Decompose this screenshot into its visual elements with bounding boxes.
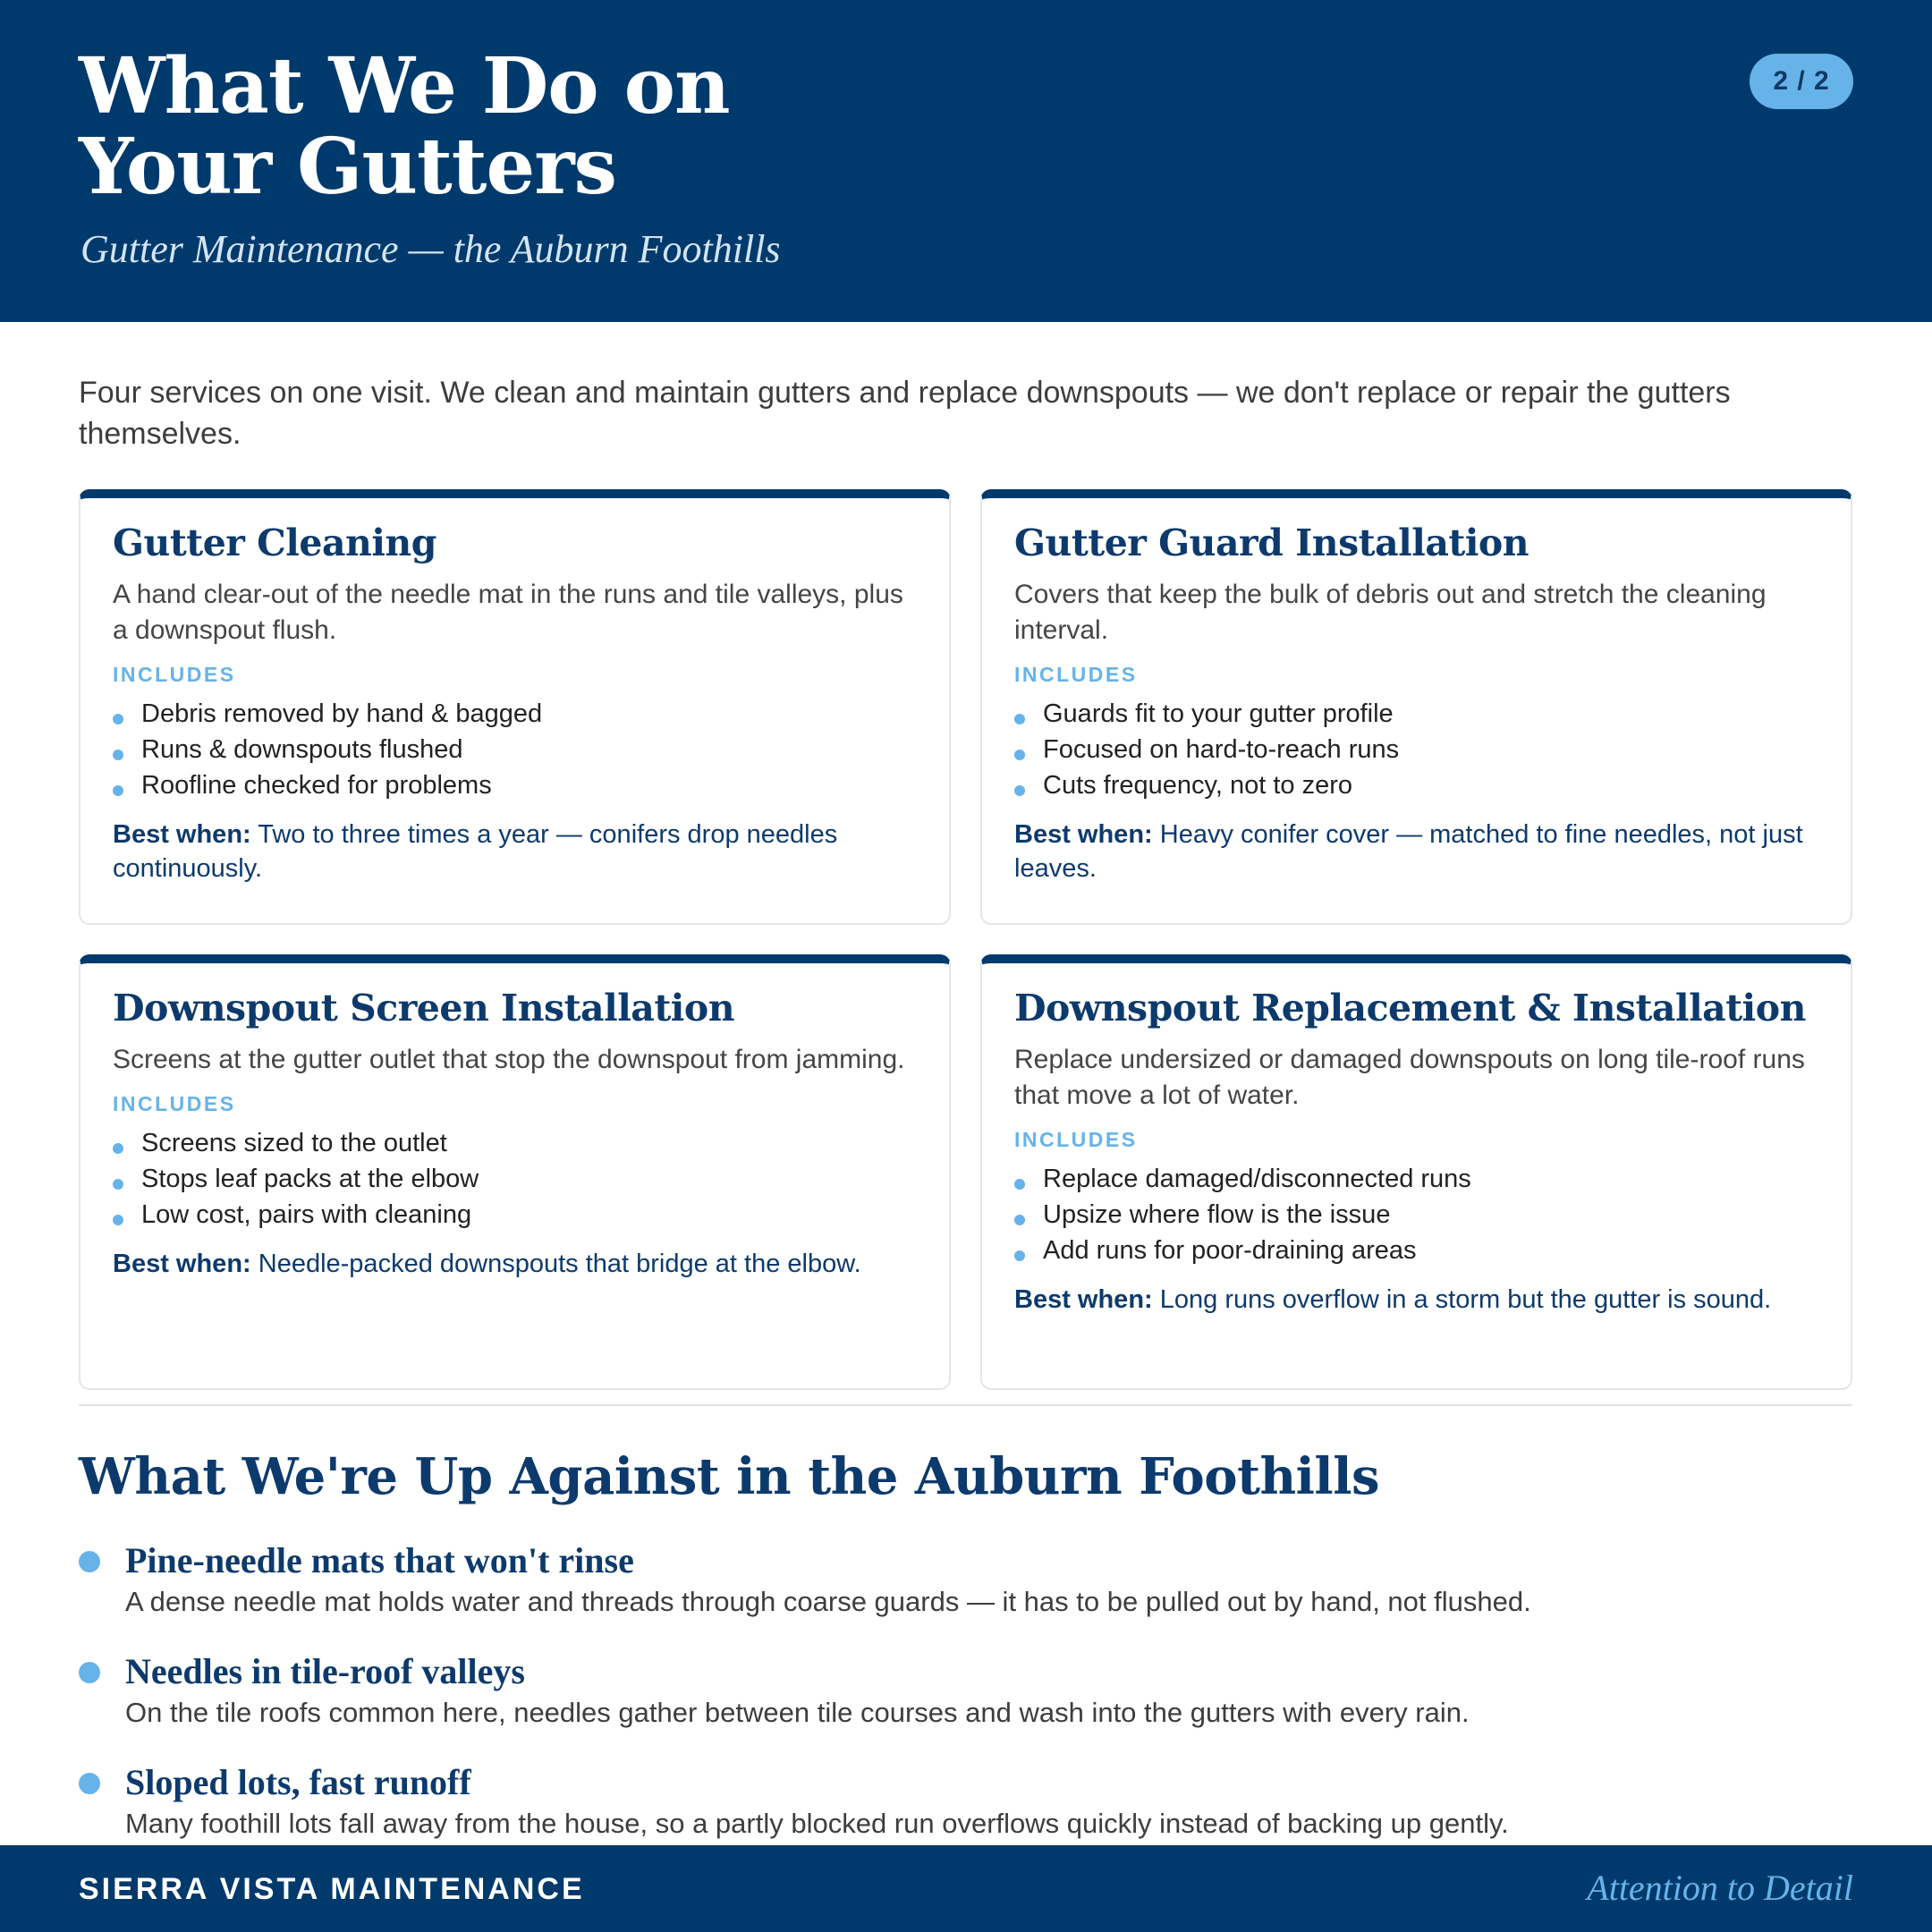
- service-card-title: Gutter Guard Installation: [1014, 521, 1530, 564]
- list-item-text: Focused on hard-to-reach runs: [1043, 735, 1400, 764]
- service-card-description: Replace undersized or damaged downspouts on long tile-roof runs that move a lot of water.: [1014, 1045, 1805, 1110]
- best-when-label: Best when:: [1014, 820, 1153, 849]
- service-card-description: A hand clear-out of the needle mat in the runs and tile valleys, plus a downspout flush.: [113, 580, 903, 645]
- bullet-icon: [1014, 1250, 1025, 1261]
- best-when-label: Best when:: [113, 820, 251, 849]
- page-title-line-2: Your Gutters: [79, 122, 616, 212]
- list-item-text: Upsize where flow is the issue: [1043, 1200, 1391, 1229]
- includes-label: INCLUDES: [1014, 1128, 1138, 1151]
- bullet-icon: [113, 1143, 123, 1154]
- bullet-icon: [113, 1215, 123, 1225]
- bullet-icon: [113, 785, 123, 796]
- best-when-text: Heavy conifer cover — matched to fine needles, not just leaves.: [1014, 820, 1803, 883]
- list-item: [1014, 767, 1818, 803]
- bullet-icon: [1014, 1179, 1025, 1190]
- list-item: [1014, 696, 1818, 732]
- bullet-icon: [1014, 1215, 1025, 1225]
- service-card-downspout-replacement: [980, 954, 1852, 1390]
- list-item-text: Screens sized to the outlet: [141, 1129, 447, 1157]
- bullet-icon: [1014, 714, 1025, 724]
- challenge-description: On the tile roofs common here, needles gather between tile courses and wash into the gutters with every rain.: [125, 1697, 1470, 1728]
- service-card-description: Covers that keep the bulk of debris out and stretch the cleaning interval.: [1014, 580, 1767, 645]
- includes-list: [1014, 1161, 1818, 1268]
- list-item-text: Cuts frequency, not to zero: [1043, 771, 1353, 800]
- list-item: [113, 1125, 917, 1161]
- list-item: [1014, 1233, 1818, 1268]
- best-when-text: Needle-packed downspouts that bridge at the elbow.: [258, 1250, 861, 1278]
- service-card-title: Downspout Replacement & Installation: [1014, 987, 1806, 1030]
- service-card-downspout-screen: [79, 954, 951, 1390]
- list-item-text: Replace damaged/disconnected runs: [1043, 1165, 1471, 1193]
- bullet-icon: [79, 1773, 100, 1794]
- section-divider: [79, 1404, 1852, 1406]
- includes-label: INCLUDES: [1014, 663, 1138, 686]
- includes-label: INCLUDES: [113, 663, 236, 686]
- best-when-note: [113, 818, 917, 886]
- list-item: [1014, 1161, 1818, 1197]
- service-card-gutter-cleaning: [79, 489, 951, 925]
- page-header: [0, 0, 1932, 322]
- list-item-text: Stops leaf packs at the elbow: [141, 1165, 479, 1193]
- service-card-title: Gutter Cleaning: [113, 521, 436, 564]
- bullet-icon: [113, 750, 123, 760]
- best-when-text: Long runs overflow in a storm but the gutter is sound.: [1159, 1285, 1772, 1314]
- bullet-icon: [113, 1179, 123, 1190]
- best-when-label: Best when:: [1014, 1285, 1153, 1314]
- best-when-note: [113, 1247, 917, 1281]
- intro-text: Four services on one visit. We clean and maintain gutters and replace downspouts — we don't replace or repair the gutters themselves.: [79, 376, 1731, 451]
- list-item: [1014, 732, 1818, 767]
- list-item-text: Add runs for poor-draining areas: [1043, 1236, 1417, 1265]
- list-item: [1014, 1197, 1818, 1233]
- bullet-icon: [79, 1551, 100, 1572]
- challenge-description: Many foothill lots fall away from the house, so a partly blocked run overflows quickly instead of backing up gently.: [125, 1808, 1509, 1839]
- list-item-text: Guards fit to your gutter profile: [1043, 699, 1394, 728]
- bullet-icon: [1014, 750, 1025, 760]
- page-subtitle: Gutter Maintenance — the Auburn Foothills: [80, 227, 781, 271]
- list-item-text: Low cost, pairs with cleaning: [141, 1200, 472, 1229]
- includes-label: INCLUDES: [113, 1092, 236, 1115]
- includes-list: [113, 1125, 917, 1233]
- list-item: [113, 767, 917, 803]
- page-title: [79, 41, 1241, 212]
- list-item: [113, 696, 917, 732]
- challenge-title: Needles in tile-roof valleys: [125, 1651, 525, 1691]
- challenges-section-title: What We're Up Against in the Auburn Foothills: [79, 1447, 1380, 1506]
- list-item: [113, 1161, 917, 1197]
- best-when-label: Best when:: [113, 1250, 251, 1278]
- challenge-description: A dense needle mat holds water and threads through coarse guards — it has to be pulled out by hand, not flushed.: [125, 1586, 1531, 1617]
- best-when-note: [1014, 818, 1818, 886]
- challenge-title: Sloped lots, fast runoff: [125, 1762, 471, 1802]
- page-footer: [0, 1845, 1932, 1932]
- list-item: [113, 732, 917, 767]
- page-indicator-badge: 2 / 2: [1750, 54, 1853, 109]
- best-when-text: Two to three times a year — conifers drop needles continuously.: [113, 820, 838, 883]
- list-item: [113, 1197, 917, 1233]
- best-when-note: [1014, 1283, 1818, 1317]
- list-item-text: Roofline checked for problems: [141, 771, 492, 800]
- challenge-title: Pine-needle mats that won't rinse: [125, 1540, 634, 1580]
- includes-list: [113, 696, 917, 803]
- brand-tagline: Attention to Detail: [1587, 1868, 1853, 1908]
- bullet-icon: [79, 1662, 100, 1683]
- bullet-icon: [1014, 785, 1025, 796]
- page-title-line-1: What We Do on: [79, 41, 730, 131]
- bullet-icon: [113, 714, 123, 724]
- includes-list: [1014, 696, 1818, 803]
- brand-name: SIERRA VISTA MAINTENANCE: [79, 1872, 585, 1906]
- service-card-gutter-guard: [980, 489, 1852, 925]
- service-card-title: Downspout Screen Installation: [113, 987, 735, 1030]
- service-card-description: Screens at the gutter outlet that stop the downspout from jamming.: [113, 1045, 905, 1074]
- list-item-text: Runs & downspouts flushed: [141, 735, 463, 764]
- list-item-text: Debris removed by hand & bagged: [141, 699, 543, 728]
